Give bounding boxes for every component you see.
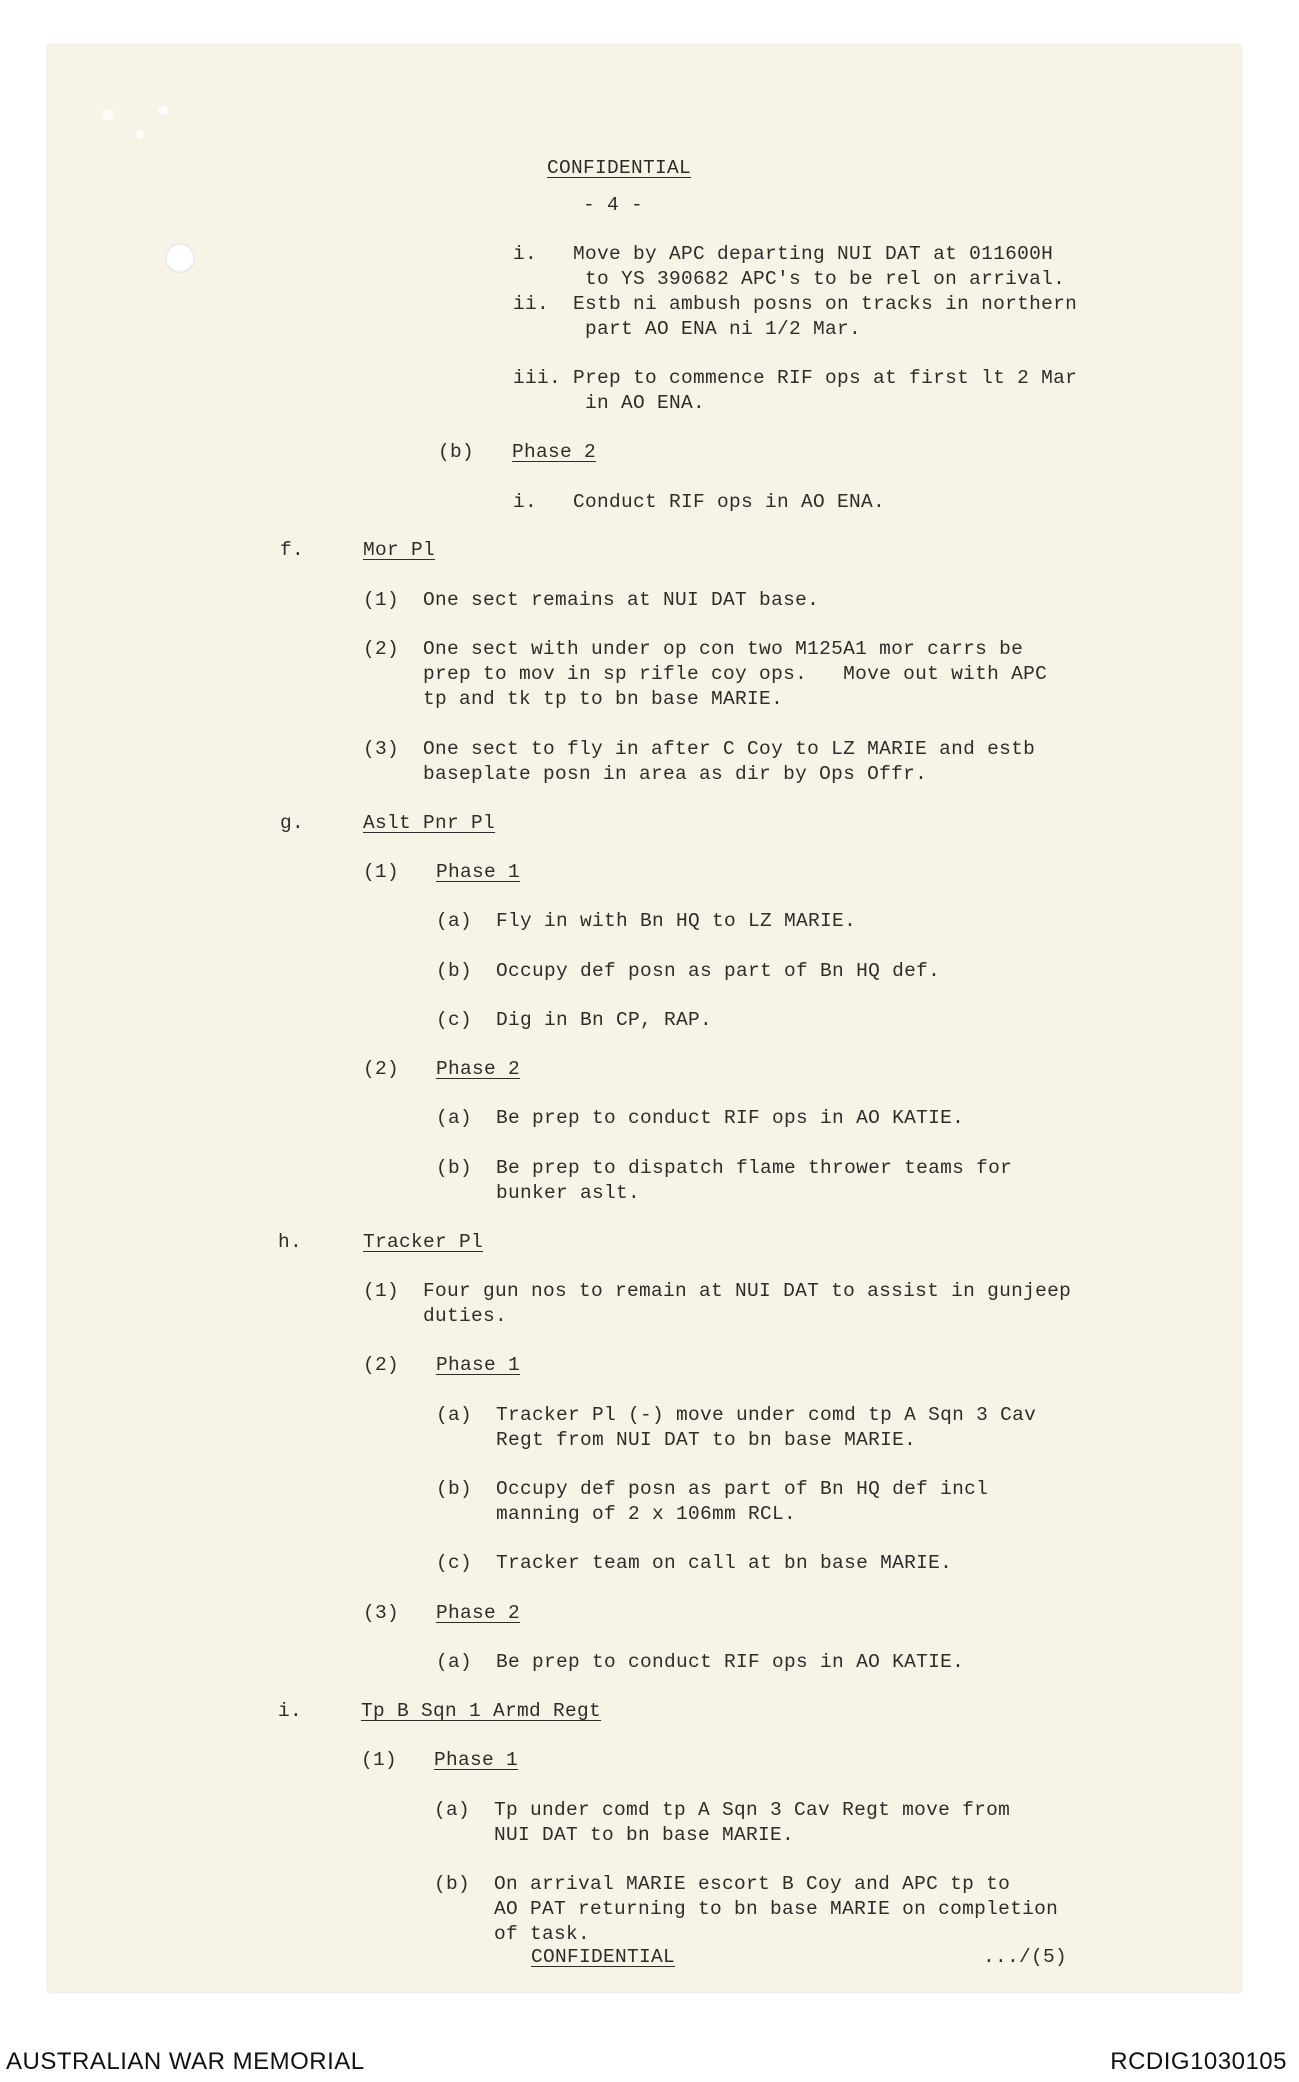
text-line: (3) One sect to fly in after C Coy to LZ MARIE and estb: [363, 738, 1036, 760]
text-line: (a) Tp under comd tp A Sqn 3 Cav Regt move from: [434, 1799, 1011, 1821]
text-line: i. Conduct RIF ops in AO ENA.: [513, 491, 886, 513]
text-line: (b) On arrival MARIE escort B Coy and APC tp to: [434, 1873, 1011, 1895]
text-line: (b) Occupy def posn as part of Bn HQ def.: [436, 960, 941, 982]
text-line: (a) Be prep to conduct RIF ops in AO KATIE.: [436, 1107, 965, 1129]
text-line: (a) Be prep to conduct RIF ops in AO KATIE.: [436, 1651, 965, 1673]
text-line: i. Move by APC departing NUI DAT at 011600H: [513, 243, 1054, 265]
section-heading: Phase 1: [436, 1354, 521, 1376]
text-line: to YS 390682 APC's to be rel on arrival.: [513, 268, 1066, 290]
text-line: (a) Tracker Pl (-) move under comd tp A Sqn 3 Cav: [436, 1404, 1037, 1426]
text-line: (1): [361, 1749, 398, 1771]
text-line: (c) Dig in Bn CP, RAP.: [436, 1009, 713, 1031]
section-heading: Tracker Pl: [363, 1231, 484, 1253]
section-heading: Phase 1: [434, 1749, 519, 1771]
text-line: (1) One sect remains at NUI DAT base.: [363, 589, 820, 611]
text-line: AO PAT returning to bn base MARIE on completion: [434, 1898, 1059, 1920]
text-line: iii. Prep to commence RIF ops at first lt 2 Mar: [513, 367, 1078, 389]
text-line: (2) One sect with under op con two M125A1 mor carrs be: [363, 638, 1024, 660]
section-heading: Phase 2: [436, 1058, 521, 1080]
paper-scuff: [135, 130, 144, 139]
text-line: h.: [278, 1231, 303, 1253]
text-line: (b) Occupy def posn as part of Bn HQ def incl: [436, 1478, 989, 1500]
text-line: (a) Fly in with Bn HQ to LZ MARIE.: [436, 910, 857, 932]
text-line: (b) Be prep to dispatch flame thrower teams for: [436, 1157, 1013, 1179]
section-heading: Aslt Pnr Pl: [363, 812, 496, 834]
text-line: (b): [438, 441, 475, 463]
text-line: in AO ENA.: [513, 392, 706, 414]
text-line: baseplate posn in area as dir by Ops Offr.: [363, 763, 928, 785]
text-line: i.: [278, 1700, 303, 1722]
text-line: part AO ENA ni 1/2 Mar.: [513, 318, 862, 340]
page-number: - 4 -: [583, 194, 644, 216]
archive-institution: AUSTRALIAN WAR MEMORIAL: [6, 2048, 365, 2075]
header-classification: CONFIDENTIAL: [547, 157, 692, 179]
section-heading: Phase 1: [436, 861, 521, 883]
text-line: NUI DAT to bn base MARIE.: [434, 1824, 795, 1846]
section-heading: Phase 2: [436, 1602, 521, 1624]
paper-scuff: [158, 105, 168, 115]
text-line: (c) Tracker team on call at bn base MARIE.: [436, 1552, 953, 1574]
text-line: (3): [363, 1602, 400, 1624]
text-line: g.: [280, 812, 305, 834]
text-line: (1): [363, 861, 400, 883]
text-line: manning of 2 x 106mm RCL.: [436, 1503, 797, 1525]
continuation-marker: .../(5): [983, 1946, 1068, 1968]
text-line: f.: [280, 539, 305, 561]
text-line: bunker aslt.: [436, 1182, 641, 1204]
section-heading: Mor Pl: [363, 539, 436, 561]
text-line: of task.: [434, 1923, 591, 1945]
text-line: (2): [363, 1354, 400, 1376]
punch-hole: [165, 243, 195, 273]
text-line: ii. Estb ni ambush posns on tracks in northern: [513, 293, 1078, 315]
section-heading: Tp B Sqn 1 Armd Regt: [361, 1700, 602, 1722]
text-line: Regt from NUI DAT to bn base MARIE.: [436, 1429, 917, 1451]
text-line: prep to mov in sp rifle coy ops. Move out with APC: [363, 663, 1048, 685]
text-line: (1) Four gun nos to remain at NUI DAT to assist in gunjeep: [363, 1280, 1072, 1302]
archive-reference: RCDIG1030105: [1110, 2048, 1287, 2075]
text-line: tp and tk tp to bn base MARIE.: [363, 688, 784, 710]
text-line: (2): [363, 1058, 400, 1080]
paper-scuff: [102, 109, 114, 121]
footer-classification: CONFIDENTIAL: [531, 1946, 676, 1968]
text-line: duties.: [363, 1305, 508, 1327]
section-heading: Phase 2: [512, 441, 597, 463]
